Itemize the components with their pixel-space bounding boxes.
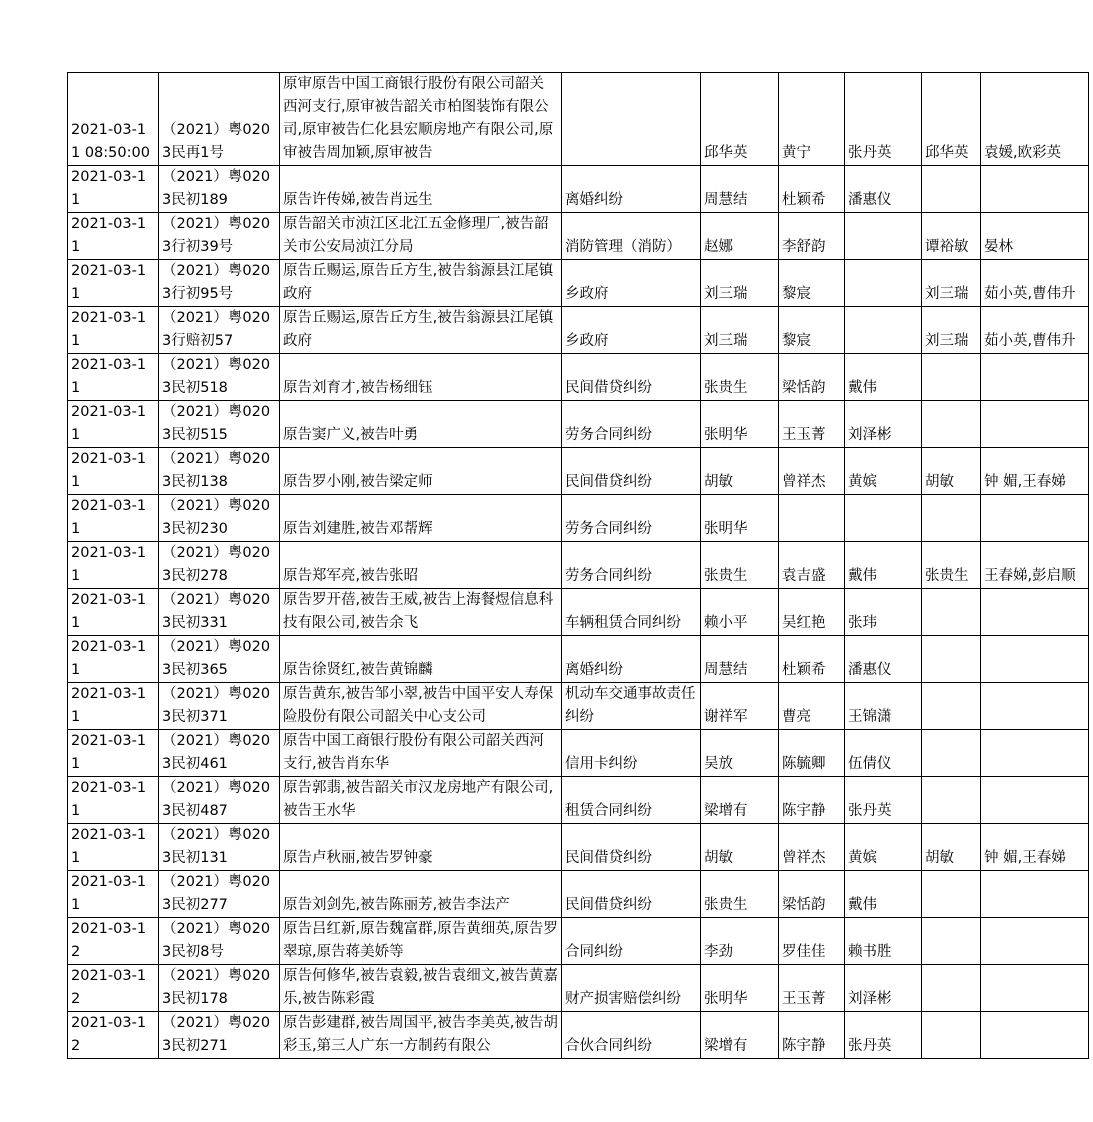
parties-cell: 原告罗开蓓,被告王威,被告上海餐煜信息科技有限公司,被告余飞 bbox=[280, 589, 562, 636]
clerk-cell bbox=[981, 777, 1089, 824]
date-cell: 2021-03-11 bbox=[68, 824, 159, 871]
presiding-cell bbox=[922, 495, 981, 542]
panel-member-cell: 张丹英 bbox=[845, 777, 922, 824]
panel-member-cell: 潘惠仪 bbox=[845, 166, 922, 213]
clerk-cell bbox=[981, 589, 1089, 636]
case-number-cell: （2021）粤0203行初95号 bbox=[159, 260, 280, 307]
presiding-cell bbox=[922, 730, 981, 777]
case-cause-cell: 财产损害赔偿纠纷 bbox=[562, 965, 701, 1012]
panel-member-cell: 赖书胜 bbox=[845, 918, 922, 965]
clerk-cell: 晏林 bbox=[981, 213, 1089, 260]
table-row bbox=[68, 965, 1089, 1012]
case-cause-cell: 机动车交通事故责任纠纷 bbox=[562, 683, 701, 730]
panel-member-cell: 黄嫔 bbox=[845, 448, 922, 495]
clerk-cell: 钟 媚,王春娣 bbox=[981, 824, 1089, 871]
case-number-cell: （2021）粤0203民初331 bbox=[159, 589, 280, 636]
panel-member-cell: 李舒韵 bbox=[779, 213, 845, 260]
case-cause-cell: 消防管理（消防） bbox=[562, 213, 701, 260]
parties-cell: 原告刘建胜,被告邓帮辉 bbox=[280, 495, 562, 542]
judge-cell: 周慧结 bbox=[701, 166, 779, 213]
panel-member-cell: 袁吉盛 bbox=[779, 542, 845, 589]
panel-member-cell bbox=[845, 213, 922, 260]
parties-cell: 原告彭建群,被告周国平,被告李美英,被告胡彩玉,第三人广东一方制药有限公 bbox=[280, 1012, 562, 1059]
case-cause-cell: 民间借贷纠纷 bbox=[562, 448, 701, 495]
table-row bbox=[68, 401, 1089, 448]
clerk-cell: 王春娣,彭启顺 bbox=[981, 542, 1089, 589]
table-row bbox=[68, 777, 1089, 824]
clerk-cell bbox=[981, 166, 1089, 213]
case-cause-cell: 劳务合同纠纷 bbox=[562, 542, 701, 589]
table-row bbox=[68, 448, 1089, 495]
clerk-cell: 茹小英,曹伟升 bbox=[981, 260, 1089, 307]
date-cell: 2021-03-11 bbox=[68, 542, 159, 589]
panel-member-cell: 杜颖希 bbox=[779, 166, 845, 213]
case-number-cell: （2021）粤0203民初8号 bbox=[159, 918, 280, 965]
parties-cell: 原告卢秋丽,被告罗钟豪 bbox=[280, 824, 562, 871]
judge-cell: 赖小平 bbox=[701, 589, 779, 636]
hearing-schedule-table bbox=[67, 72, 1089, 1059]
date-cell: 2021-03-11 bbox=[68, 495, 159, 542]
case-cause-cell: 车辆租赁合同纠纷 bbox=[562, 589, 701, 636]
panel-member-cell bbox=[845, 495, 922, 542]
date-cell: 2021-03-11 bbox=[68, 777, 159, 824]
presiding-cell bbox=[922, 871, 981, 918]
presiding-cell: 刘三瑞 bbox=[922, 260, 981, 307]
case-number-cell: （2021）粤0203民初138 bbox=[159, 448, 280, 495]
table-row bbox=[68, 495, 1089, 542]
parties-cell: 原告中国工商银行股份有限公司韶关西河支行,被告肖东华 bbox=[280, 730, 562, 777]
clerk-cell bbox=[981, 871, 1089, 918]
presiding-cell: 邱华英 bbox=[922, 73, 981, 166]
panel-member-cell: 陈毓卿 bbox=[779, 730, 845, 777]
table-row bbox=[68, 918, 1089, 965]
judge-cell: 胡敏 bbox=[701, 824, 779, 871]
clerk-cell bbox=[981, 683, 1089, 730]
case-number-cell: （2021）粤0203行赔初57 bbox=[159, 307, 280, 354]
panel-member-cell: 张玮 bbox=[845, 589, 922, 636]
case-cause-cell: 民间借贷纠纷 bbox=[562, 871, 701, 918]
date-cell: 2021-03-11 bbox=[68, 683, 159, 730]
clerk-cell bbox=[981, 495, 1089, 542]
case-number-cell: （2021）粤0203民再1号 bbox=[159, 73, 280, 166]
clerk-cell bbox=[981, 354, 1089, 401]
panel-member-cell: 戴伟 bbox=[845, 542, 922, 589]
panel-member-cell: 陈宇静 bbox=[779, 777, 845, 824]
presiding-cell bbox=[922, 777, 981, 824]
table-row bbox=[68, 542, 1089, 589]
parties-cell: 原告徐贤红,被告黄锦麟 bbox=[280, 636, 562, 683]
presiding-cell bbox=[922, 683, 981, 730]
parties-cell: 原告郭翡,被告韶关市汉龙房地产有限公司,被告王水华 bbox=[280, 777, 562, 824]
table-body bbox=[68, 73, 1089, 1059]
panel-member-cell: 曹亮 bbox=[779, 683, 845, 730]
date-cell: 2021-03-12 bbox=[68, 918, 159, 965]
judge-cell: 吴放 bbox=[701, 730, 779, 777]
date-cell: 2021-03-11 bbox=[68, 166, 159, 213]
judge-cell: 张贵生 bbox=[701, 871, 779, 918]
date-cell: 2021-03-11 bbox=[68, 871, 159, 918]
case-number-cell: （2021）粤0203民初518 bbox=[159, 354, 280, 401]
panel-member-cell: 戴伟 bbox=[845, 871, 922, 918]
case-number-cell: （2021）粤0203民初371 bbox=[159, 683, 280, 730]
panel-member-cell bbox=[779, 495, 845, 542]
date-cell: 2021-03-11 08:50:00 bbox=[68, 73, 159, 166]
presiding-cell bbox=[922, 1012, 981, 1059]
table-row bbox=[68, 354, 1089, 401]
date-cell: 2021-03-11 bbox=[68, 730, 159, 777]
date-cell: 2021-03-11 bbox=[68, 260, 159, 307]
case-number-cell: （2021）粤0203民初277 bbox=[159, 871, 280, 918]
case-cause-cell: 民间借贷纠纷 bbox=[562, 824, 701, 871]
panel-member-cell: 曾祥杰 bbox=[779, 448, 845, 495]
table-row bbox=[68, 824, 1089, 871]
case-number-cell: （2021）粤0203民初131 bbox=[159, 824, 280, 871]
case-cause-cell: 劳务合同纠纷 bbox=[562, 401, 701, 448]
judge-cell: 赵娜 bbox=[701, 213, 779, 260]
panel-member-cell: 刘泽彬 bbox=[845, 401, 922, 448]
clerk-cell bbox=[981, 401, 1089, 448]
panel-member-cell: 刘泽彬 bbox=[845, 965, 922, 1012]
parties-cell: 原告韶关市浈江区北江五金修理厂,被告韶关市公安局浈江分局 bbox=[280, 213, 562, 260]
clerk-cell bbox=[981, 636, 1089, 683]
panel-member-cell: 伍倩仪 bbox=[845, 730, 922, 777]
table-row bbox=[68, 589, 1089, 636]
table-row bbox=[68, 871, 1089, 918]
panel-member-cell: 张丹英 bbox=[845, 1012, 922, 1059]
table-row bbox=[68, 213, 1089, 260]
table-row bbox=[68, 1012, 1089, 1059]
panel-member-cell: 梁恬韵 bbox=[779, 871, 845, 918]
presiding-cell: 谭裕敏 bbox=[922, 213, 981, 260]
date-cell: 2021-03-11 bbox=[68, 307, 159, 354]
case-number-cell: （2021）粤0203民初278 bbox=[159, 542, 280, 589]
date-cell: 2021-03-11 bbox=[68, 401, 159, 448]
panel-member-cell: 曾祥杰 bbox=[779, 824, 845, 871]
date-cell: 2021-03-12 bbox=[68, 965, 159, 1012]
presiding-cell bbox=[922, 589, 981, 636]
case-cause-cell: 合同纠纷 bbox=[562, 918, 701, 965]
parties-cell: 原告许传娣,被告肖远生 bbox=[280, 166, 562, 213]
parties-cell: 原告吕红新,原告魏富群,原告黄细英,原告罗翠琼,原告蒋美娇等 bbox=[280, 918, 562, 965]
case-cause-cell: 乡政府 bbox=[562, 307, 701, 354]
panel-member-cell bbox=[845, 307, 922, 354]
table-row bbox=[68, 166, 1089, 213]
case-cause-cell: 信用卡纠纷 bbox=[562, 730, 701, 777]
judge-cell: 刘三瑞 bbox=[701, 260, 779, 307]
parties-cell: 原告郑军亮,被告张昭 bbox=[280, 542, 562, 589]
date-cell: 2021-03-11 bbox=[68, 448, 159, 495]
parties-cell: 原告罗小刚,被告梁定师 bbox=[280, 448, 562, 495]
parties-cell: 原审原告中国工商银行股份有限公司韶关西河支行,原审被告韶关市柏图装饰有限公司,原审被告仁化县宏顺房地产有限公司,原审被告周加颖,原审被告 bbox=[280, 73, 562, 166]
panel-member-cell: 吴红艳 bbox=[779, 589, 845, 636]
panel-member-cell: 陈宇静 bbox=[779, 1012, 845, 1059]
case-cause-cell bbox=[562, 73, 701, 166]
case-cause-cell: 劳务合同纠纷 bbox=[562, 495, 701, 542]
judge-cell: 张明华 bbox=[701, 495, 779, 542]
date-cell: 2021-03-11 bbox=[68, 213, 159, 260]
case-number-cell: （2021）粤0203民初461 bbox=[159, 730, 280, 777]
panel-member-cell: 戴伟 bbox=[845, 354, 922, 401]
clerk-cell: 钟 媚,王春娣 bbox=[981, 448, 1089, 495]
presiding-cell bbox=[922, 636, 981, 683]
presiding-cell: 胡敏 bbox=[922, 824, 981, 871]
panel-member-cell: 黎宸 bbox=[779, 260, 845, 307]
table-row bbox=[68, 307, 1089, 354]
case-number-cell: （2021）粤0203行初39号 bbox=[159, 213, 280, 260]
table-row bbox=[68, 636, 1089, 683]
parties-cell: 原告黄东,被告邹小翠,被告中国平安人寿保险股份有限公司韶关中心支公司 bbox=[280, 683, 562, 730]
case-number-cell: （2021）粤0203民初178 bbox=[159, 965, 280, 1012]
presiding-cell bbox=[922, 166, 981, 213]
judge-cell: 张贵生 bbox=[701, 354, 779, 401]
judge-cell: 张明华 bbox=[701, 401, 779, 448]
clerk-cell bbox=[981, 965, 1089, 1012]
judge-cell: 谢祥军 bbox=[701, 683, 779, 730]
parties-cell: 原告刘育才,被告杨细钰 bbox=[280, 354, 562, 401]
judge-cell: 张明华 bbox=[701, 965, 779, 1012]
judge-cell: 刘三瑞 bbox=[701, 307, 779, 354]
clerk-cell bbox=[981, 1012, 1089, 1059]
case-cause-cell: 民间借贷纠纷 bbox=[562, 354, 701, 401]
panel-member-cell: 黄嫔 bbox=[845, 824, 922, 871]
table-row bbox=[68, 683, 1089, 730]
judge-cell: 梁增有 bbox=[701, 1012, 779, 1059]
table-row bbox=[68, 73, 1089, 166]
panel-member-cell: 潘惠仪 bbox=[845, 636, 922, 683]
panel-member-cell: 梁恬韵 bbox=[779, 354, 845, 401]
judge-cell: 邱华英 bbox=[701, 73, 779, 166]
clerk-cell bbox=[981, 918, 1089, 965]
case-cause-cell: 合伙合同纠纷 bbox=[562, 1012, 701, 1059]
presiding-cell: 张贵生 bbox=[922, 542, 981, 589]
clerk-cell: 茹小英,曹伟升 bbox=[981, 307, 1089, 354]
presiding-cell bbox=[922, 401, 981, 448]
presiding-cell bbox=[922, 965, 981, 1012]
panel-member-cell: 罗佳佳 bbox=[779, 918, 845, 965]
case-number-cell: （2021）粤0203民初230 bbox=[159, 495, 280, 542]
case-cause-cell: 乡政府 bbox=[562, 260, 701, 307]
judge-cell: 张贵生 bbox=[701, 542, 779, 589]
panel-member-cell: 王玉菁 bbox=[779, 401, 845, 448]
panel-member-cell: 黄宁 bbox=[779, 73, 845, 166]
panel-member-cell: 王玉菁 bbox=[779, 965, 845, 1012]
parties-cell: 原告丘赐运,原告丘方生,被告翁源县江尾镇政府 bbox=[280, 260, 562, 307]
panel-member-cell: 杜颖希 bbox=[779, 636, 845, 683]
parties-cell: 原告刘剑先,被告陈丽芳,被告李法产 bbox=[280, 871, 562, 918]
case-number-cell: （2021）粤0203民初189 bbox=[159, 166, 280, 213]
case-number-cell: （2021）粤0203民初365 bbox=[159, 636, 280, 683]
presiding-cell: 胡敏 bbox=[922, 448, 981, 495]
judge-cell: 李劲 bbox=[701, 918, 779, 965]
panel-member-cell bbox=[845, 260, 922, 307]
panel-member-cell: 黎宸 bbox=[779, 307, 845, 354]
case-number-cell: （2021）粤0203民初271 bbox=[159, 1012, 280, 1059]
case-cause-cell: 租赁合同纠纷 bbox=[562, 777, 701, 824]
clerk-cell bbox=[981, 730, 1089, 777]
parties-cell: 原告丘赐运,原告丘方生,被告翁源县江尾镇政府 bbox=[280, 307, 562, 354]
case-cause-cell: 离婚纠纷 bbox=[562, 166, 701, 213]
presiding-cell bbox=[922, 918, 981, 965]
case-number-cell: （2021）粤0203民初515 bbox=[159, 401, 280, 448]
judge-cell: 梁增有 bbox=[701, 777, 779, 824]
clerk-cell: 袁媛,欧彩英 bbox=[981, 73, 1089, 166]
table-row bbox=[68, 260, 1089, 307]
panel-member-cell: 张丹英 bbox=[845, 73, 922, 166]
date-cell: 2021-03-11 bbox=[68, 636, 159, 683]
presiding-cell: 刘三瑞 bbox=[922, 307, 981, 354]
panel-member-cell: 王锦潇 bbox=[845, 683, 922, 730]
case-cause-cell: 离婚纠纷 bbox=[562, 636, 701, 683]
table-row bbox=[68, 730, 1089, 777]
presiding-cell bbox=[922, 354, 981, 401]
parties-cell: 原告何修华,被告袁毅,被告袁细文,被告黄嘉乐,被告陈彩霞 bbox=[280, 965, 562, 1012]
parties-cell: 原告窦广义,被告叶勇 bbox=[280, 401, 562, 448]
judge-cell: 胡敏 bbox=[701, 448, 779, 495]
date-cell: 2021-03-11 bbox=[68, 354, 159, 401]
judge-cell: 周慧结 bbox=[701, 636, 779, 683]
date-cell: 2021-03-12 bbox=[68, 1012, 159, 1059]
case-number-cell: （2021）粤0203民初487 bbox=[159, 777, 280, 824]
date-cell: 2021-03-11 bbox=[68, 589, 159, 636]
